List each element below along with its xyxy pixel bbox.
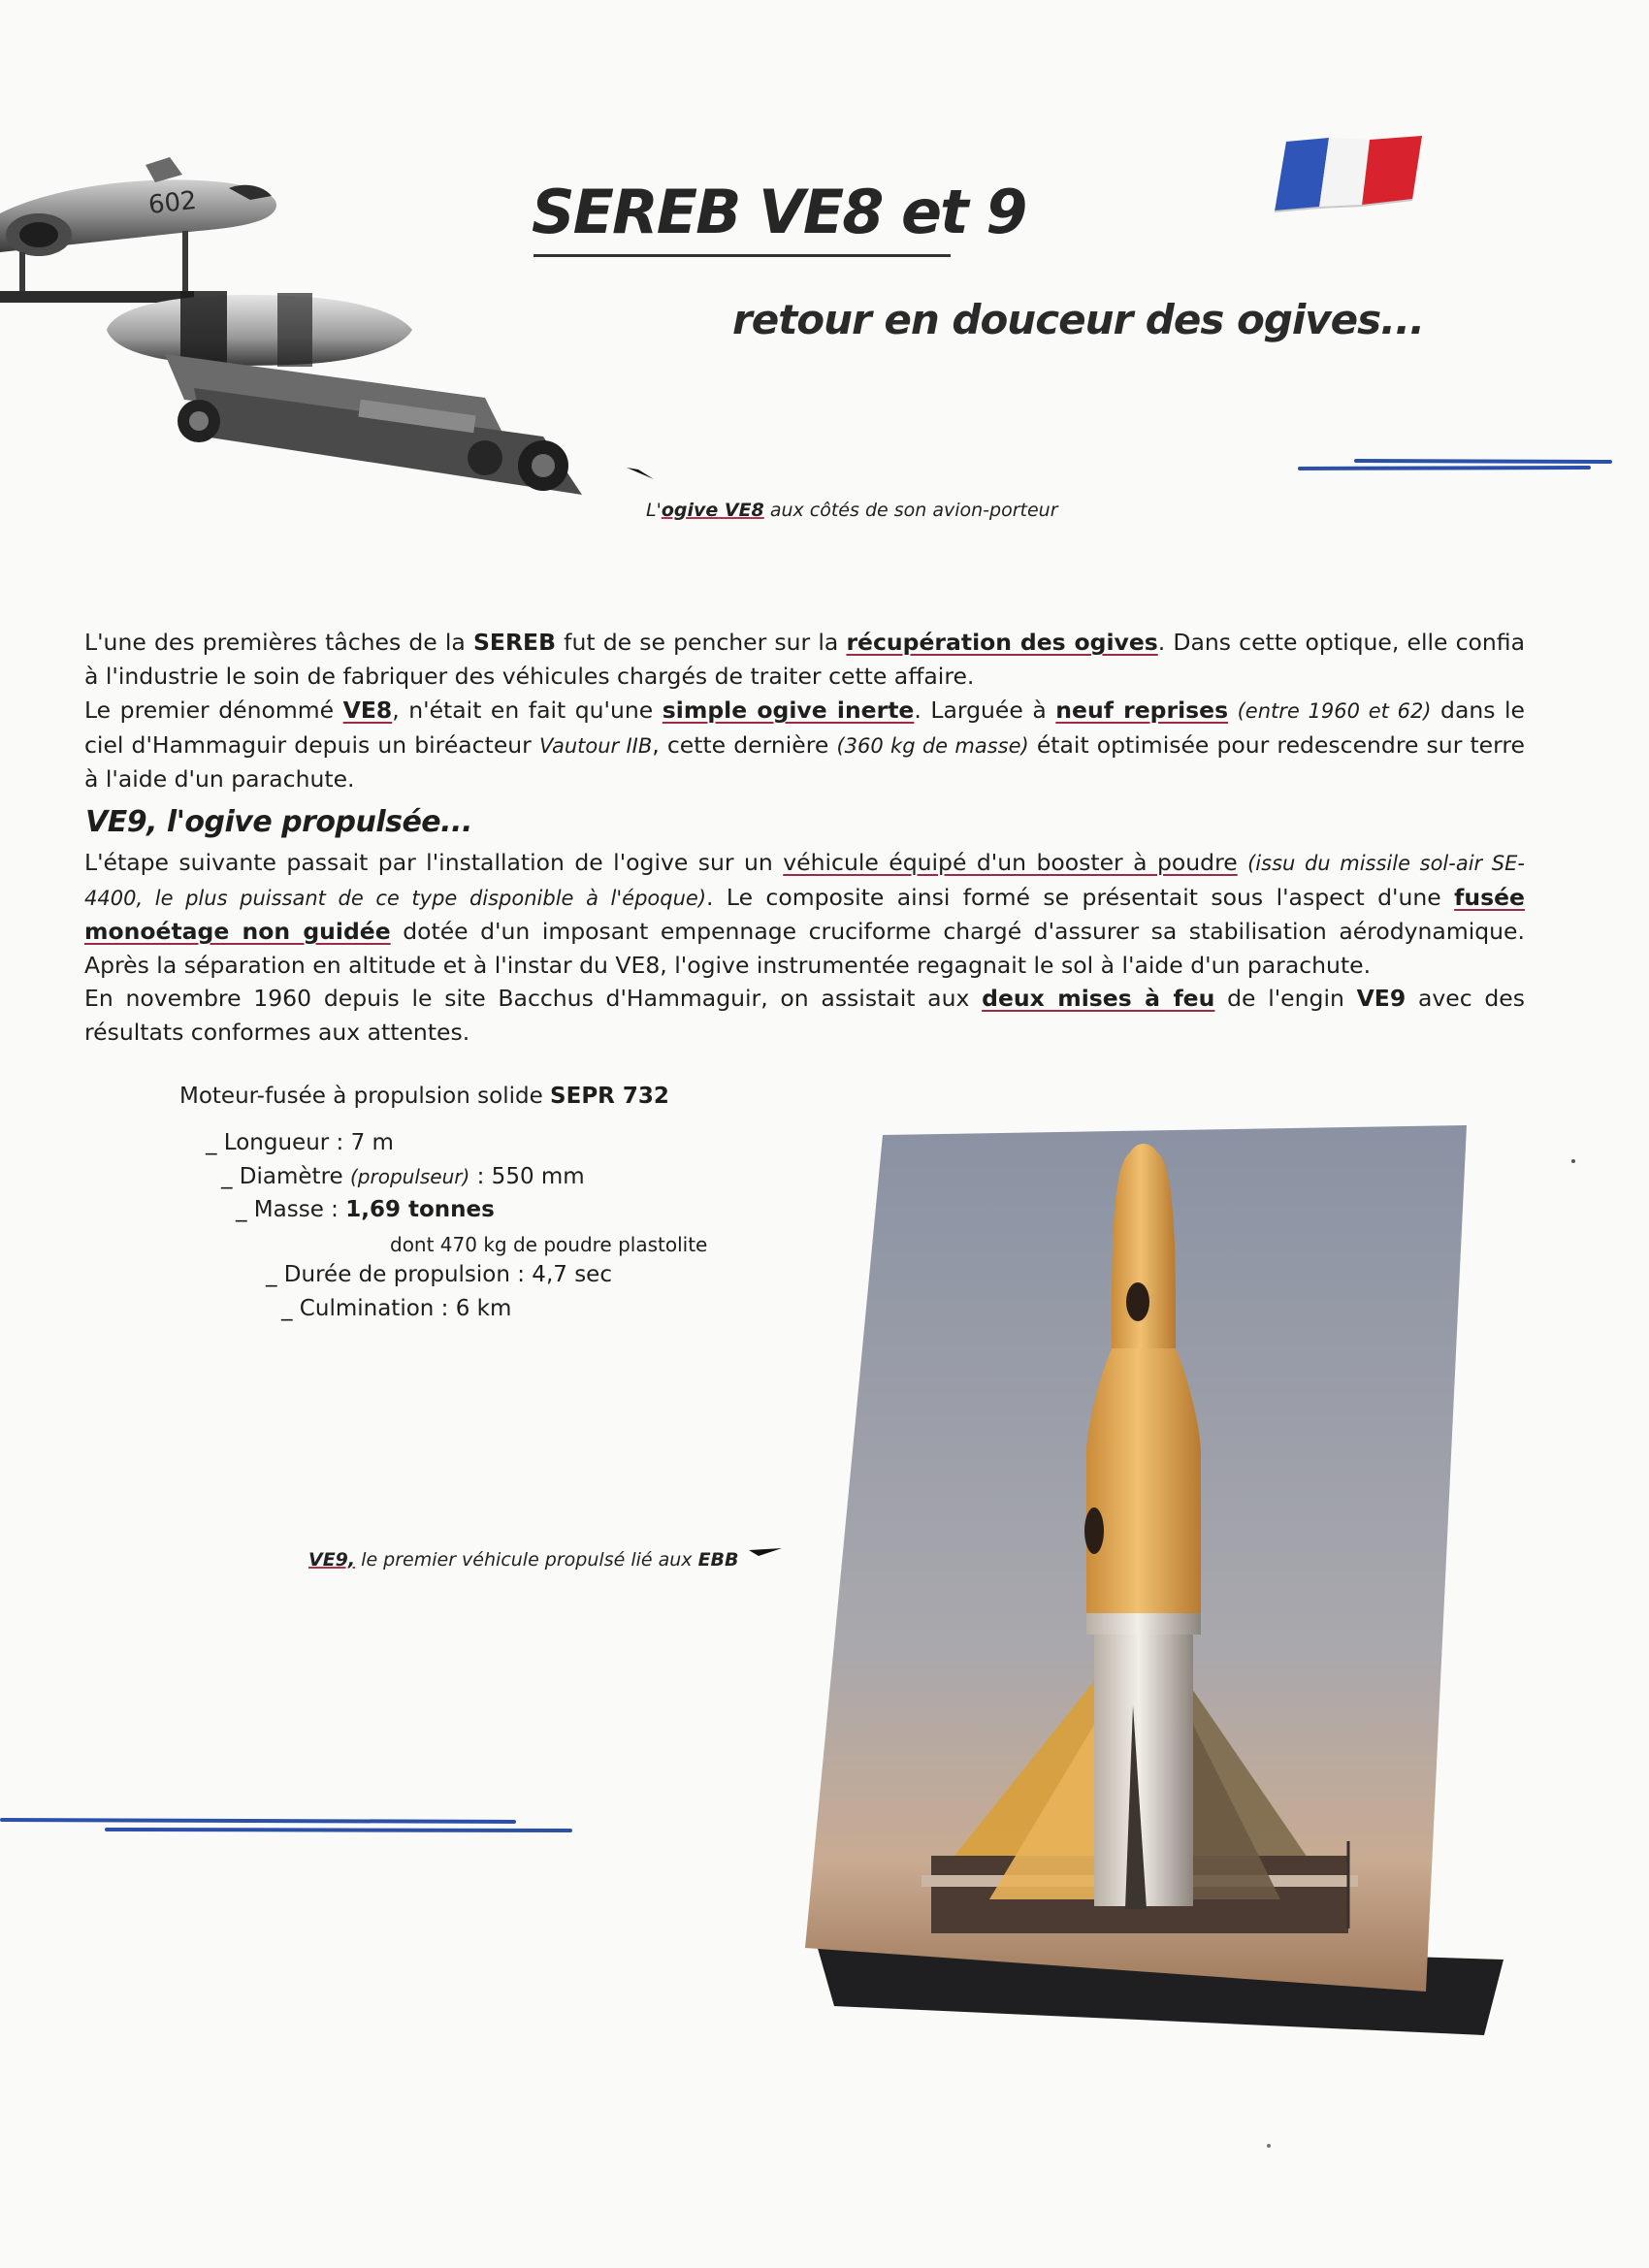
jet-number: 602 [146,185,199,220]
spec-mass: _ Masse : 1,69 tonnes [236,1197,495,1222]
blue-ink-line-top [1298,458,1614,471]
spec-diameter: _ Diamètre (propulseur) : 550 mm [221,1164,585,1189]
spec-culmination: _ Culmination : 6 km [281,1296,512,1321]
paragraph-ve9: L'étape suivante passait par l'installation de l'ogive sur un véhicule équipé d'un booster à poudre (issu du missile sol-air SE-4400, le plus puissant de ce type disponible à l'époque). Le composite ainsi formé se présentait sous l'aspect d'une fusée monoétage non guidée dotée d'un imposant empennage cruciforme chargé d'assurer sa stabilisation aérodynamique. Après la séparation en altitude et à l'instar du VE8, l'ogive instrumentée regagnait le sol à l'aide d'un parachute. [84,849,1525,979]
spec-length: _ Longueur : 7 m [206,1130,394,1155]
paragraph-ve8: Le premier dénommé VE8, n'était en fait qu'une simple ogive inerte. Larguée à neuf reprises (entre 1960 et 62) dans le ciel d'Hammaguir depuis un biréacteur Vautour IIB, cette dernière (360 kg de masse) était optimisée pour redescendre sur terre à l'aide d'un parachute. [84,697,1525,793]
spec-duration: _ Durée de propulsion : 4,7 sec [266,1262,612,1287]
page-title: SEREB VE8 et 9 [532,177,1026,247]
jet-and-ogive-photo [0,146,592,504]
page-subtitle: retour en douceur des ogives... [732,296,1425,343]
spec-powder: dont 470 kg de poudre plastolite [390,1233,708,1256]
caption-ve8-highlight: ogive VE8 [661,500,764,521]
section-heading-ve9: VE9, l'ogive propulsée... [85,805,472,839]
caption-arrow-icon [749,1544,782,1560]
scan-speck [1267,2144,1271,2148]
spec-heading: Moteur-fusée à propulsion solide SEPR 732 [179,1084,669,1109]
french-flag-icon [1269,136,1426,213]
ve8-photo-caption: L'ogive VE8 aux côtés de son avion-porteur [646,500,1058,521]
ve9-rocket-photo [805,1123,1504,2074]
paragraph-sereb-intro: L'une des premières tâches de la SEREB fut de se pencher sur la récupération des ogives. Dans cette optique, elle confia à l'industrie le soin de fabriquer des véhicules chargés de traiter cette affaire. [84,629,1525,690]
caption-arrow-icon [627,466,656,481]
paragraph-launches: En novembre 1960 depuis le site Bacchus d'Hammaguir, on assistait aux deux mises à feu de l'engin VE9 avec des résultats conformes aux attentes. [84,985,1526,1046]
ve9-photo-caption: VE9, le premier véhicule propulsé lié aux EBB [308,1549,739,1571]
blue-ink-line-bottom [0,1816,582,1835]
scan-speck [1571,1159,1575,1163]
title-underline [534,254,951,257]
